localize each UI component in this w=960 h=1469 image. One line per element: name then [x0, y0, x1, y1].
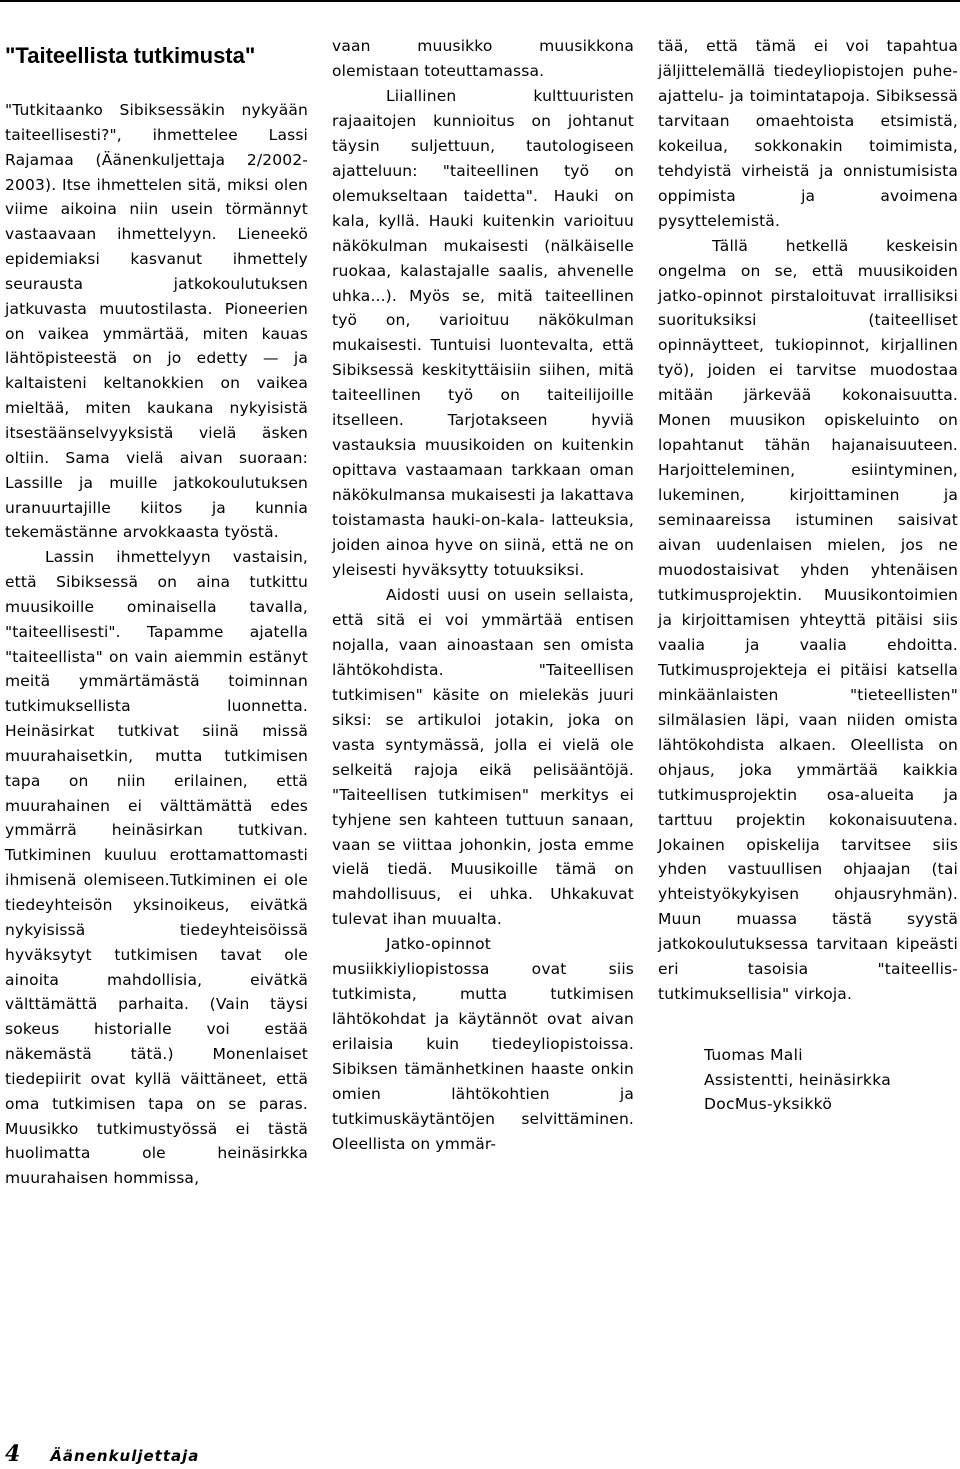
top-rule — [0, 0, 960, 2]
author-unit: DocMus-yksikkö — [704, 1095, 833, 1114]
paragraph: Tällä hetkellä keskeisin ongelma on se, että muusikoiden jatko-opinnot pirstaloituvat irrallisiksi suorituksiksi (taiteelliset opinnäytteet, tukiopinnot, kirjallinen työ), joiden ei tarvitse muodostaa mitään järkevää kokonaisuutta. Monen muusikon opiskeluinto on lopahtanut tähän hajanaisuuteen. Harjoitteleminen, esiintyminen, lukeminen, kirjoittaminen ja seminaareissa istuminen saisivat aivan uudenlaisen mielen, jos ne muodostaisivat yhden yhtenäisen tutkimusprojektin. Muusikontoimien ja kirjoittamisen yhteyttä pitäisi siis vaalia ja vaalia ehdoitta. Tutkimusprojekteja ei pitäisi katsella minkäänlaisten "tieteellisten" silmälasien läpi, vaan niiden omista lähtökohdista alkaen. Oleellista on ohjaus, joka ymmärtää kaikkia tutkimusprojektin osa-alueita ja tarttuu projektin kokonaisuutena. Jokainen opiskelija tarvitsee siis yhden vastuullisen ohjaajan (tai yhteistyökykyisen ohjausryhmän). Muun muassa tästä syystä jatkokoulutuksessa tarvitaan kipeästi eri tasoisia "taiteellis-tutkimuksellisia" virkoja. — [658, 236, 958, 1004]
paragraph: Liiallinen kulttuuristen rajaaitojen kunnioitus on johtanut täysin suljettuun, tautologiseen ajatteluun: "taiteellinen työ on olemukseltaan taidetta". Hauki on kala, kyllä. Hauki kuitenkin varioituu näkökulman mukaisesti (nälkäiselle ruokaa, kalastajalle saalis, ahvenelle uhka...). Myös se, mitä taiteellinen työ on, varioituu näkökulman mukaisesti. Tuntuisi luontevalta, että Sibiksessä keskityttäisiin siihen, mitä taiteellinen työ on taiteilijoille itselleen. Tarjotakseen hyviä vastauksia muusikoiden on kuitenkin opittava vastaamaan tarkkaan oman näkökulmansa mukaisesti ja lakattava toistamasta hauki-on-kala- latteuksia, joiden ainoa hyve on siinä, että ne on yleisesti hyväksytty totuuksiksi. — [332, 86, 634, 580]
column-2 — [332, 34, 634, 1157]
author-signature — [704, 1043, 958, 1117]
paragraph: Lassin ihmettelyyn vastaisin, että Sibiksessä on aina tutkittu muusikoille ominaisella tavalla, "taiteellisesti". Tapamme ajatella "taiteellista" on vain aiemmin estänyt meitä ymmärtämästä toiminnan tutkimuksellista luonnetta. Heinäsirkat tutkivat siinä missä muurahaisetkin, mutta tutkimisen tapa on niin erilainen, että muurahainen ei välttämättä edes ymmärrä heinäsirkan tutkivan. Tutkiminen kuuluu erottamattomasti ihmisenä olemiseen.Tutkiminen ei ole tiedeyhteisön yksinoikeus, eivätkä nykyisissä tiedeyhteisöissä hyväksytyt tutkimisen tavat ole ainoita mahdollisia, eivätkä välttämättä parhaita. (Vain täysi sokeus historialle voi estää näkemästä tätä.) Monenlaiset tiedepiirit ovat kyllä väittäneet, että oma tutkimisen tapa on se paras. Muusikko tutkimustyössä ei tästä huolimatta ole heinäsirkka muurahaisen hommissa, — [5, 548, 308, 1188]
paragraph: Jatko-opinnot musiikkiyliopistossa ovat siis tutkimista, mutta tutkimisen lähtökohdat ja käytännöt ovat aivan erilaisia kuin tiedeyliopistoissa. Sibiksen tämänhetkinen haaste onkin omien lähtökohtien ja tutkimuskäytäntöjen selvittäminen. Oleellista on ymmär- — [332, 935, 634, 1153]
paragraph: tää, että tämä ei voi tapahtua jäljittelemällä tiedeyliopistojen puhe- ajattelu- ja toimintatapoja. Sibiksessä tarvitaan omaehtoista etsimistä, kokeilua, sokkonakin toimimista, tehdyistä virheistä ja onnistumisista oppimista ja avoimena pysyttelemistä. — [658, 37, 958, 230]
publication-name: Äänenkuljettaja — [50, 1447, 200, 1465]
page-footer — [5, 1441, 199, 1465]
author-role: Assistentti, heinäsirkka — [704, 1070, 892, 1089]
author-name: Tuomas Mali — [704, 1046, 803, 1065]
paragraph: "Tutkitaanko Sibiksessäkin nykyään taiteellisesti?", ihmettelee Lassi Rajamaa (Äänenkuljettaja 2/2002-2003). Itse ihmettelen sitä, miksi olen viime aikoina niin usein törmännyt vastaavaan ihmettelyyn. Lieneekö epidemiaksi kasvanut ihmettely seurausta jatkokoulutuksen jatkuvasta muutostilasta. Pioneerien on vaikea ymmärtää, miten kauas lähtöpisteestä on jo edetty — ja kaltaisteni keltanokkien on vaikea mieltää, miten kaukana nykyisistä itsestäänselvyyksistä vielä äsken oltiin. Sama vielä aivan suoraan: Lassille ja muille jatkokoulutuksen uranuurtajille kiitos ja kunnia tekemästänne arvokkaasta työstä. — [5, 101, 308, 542]
article-title: "Taiteellista tutkimusta" — [5, 43, 256, 68]
paragraph: vaan muusikko muusikkona olemistaan toteuttamassa. — [332, 37, 634, 80]
column-1 — [5, 34, 308, 1191]
paragraph: Aidosti uusi on usein sellaista, että sitä ei voi ymmärtää entisen nojalla, vaan ainoastaan sen omista lähtökohdista. "Taiteellisen tutkimisen" käsite on mielekäs juuri siksi: se artikuloi jotakin, joka on vasta syntymässä, jolla ei vielä ole selkeitä rajoja eikä pelisääntöjä. "Taiteellisen tutkimisen" merkitys ei tyhjene sen kahteen tuttuun sanaan, vaan se viittaa johonkin, josta emme vielä tiedä. Muusikoille tämä on mahdollisuus, ei uhka. Uhkakuvat tulevat ihan muualta. — [332, 585, 634, 929]
page-number: 4 — [5, 1441, 21, 1467]
column-3 — [658, 34, 958, 1117]
